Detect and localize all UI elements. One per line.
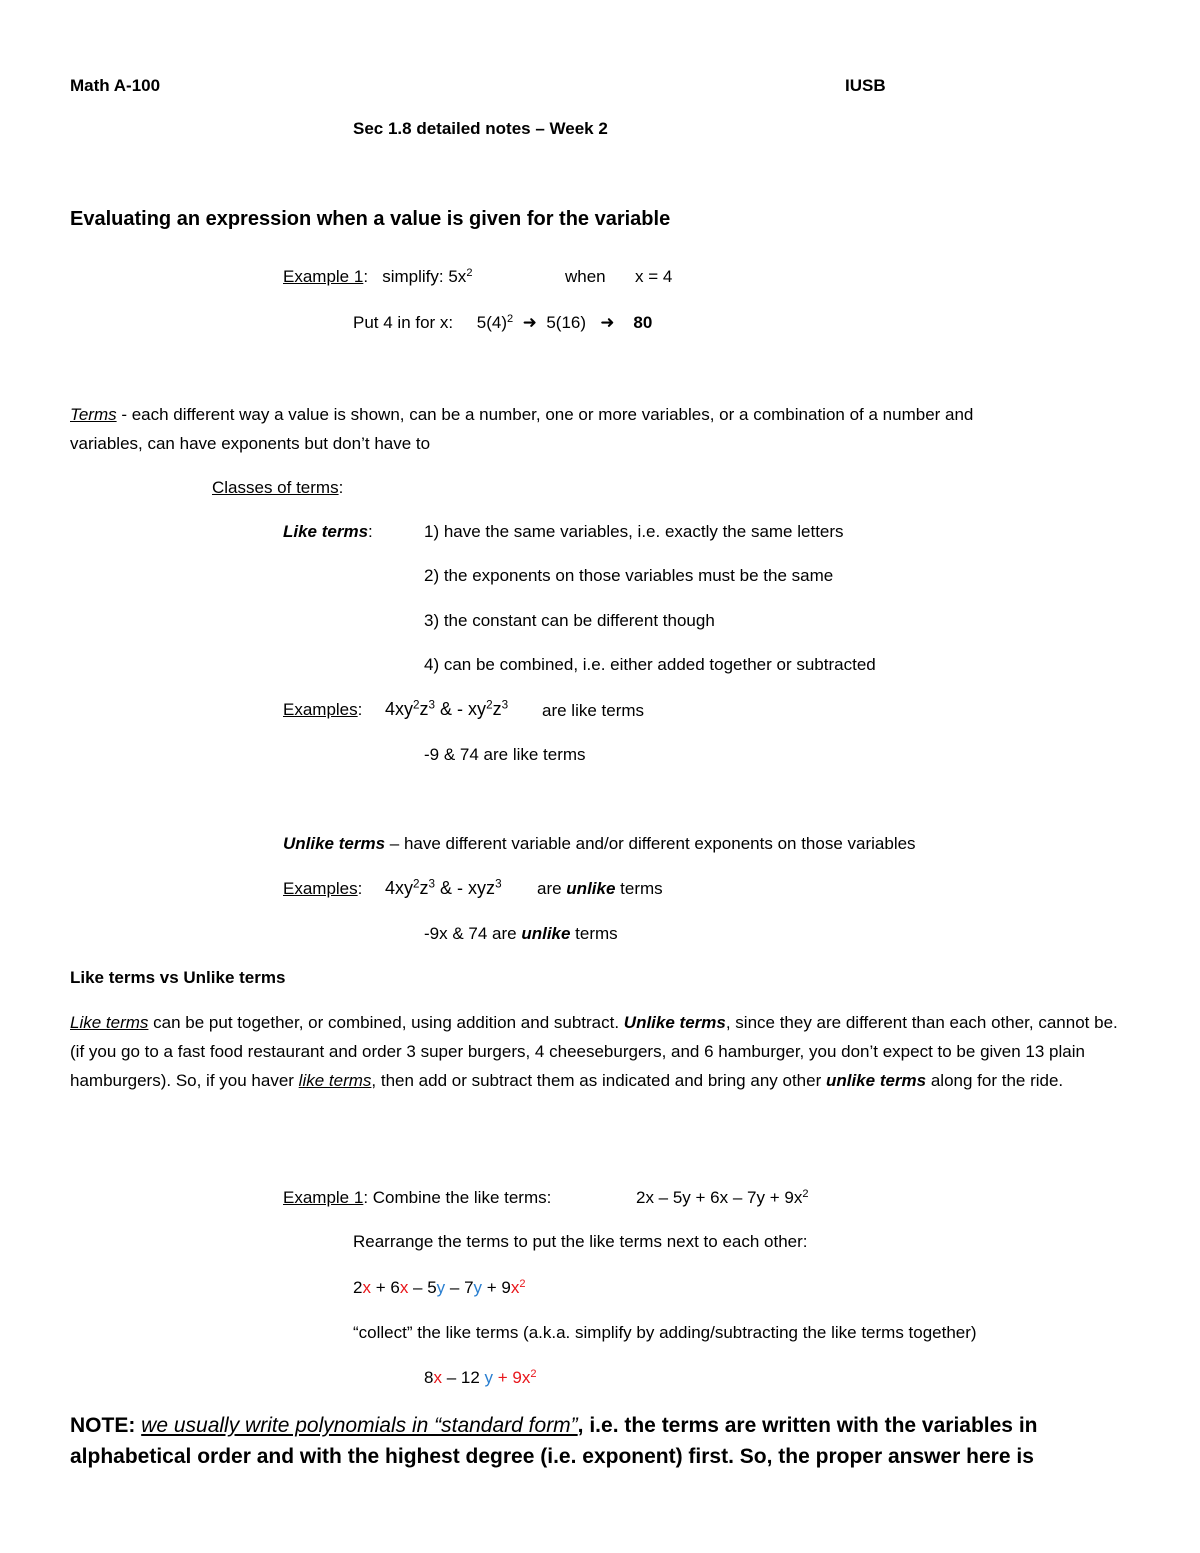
combine-expression: $2x - 5y + 6x - 7y + 9x^2$ bbox=[636, 1187, 809, 1207]
unlike-example-1: $4xy^2z^3$ & - xyz$^3$ bbox=[385, 877, 502, 898]
put-in-line: Put 4 in for x: $5(4)^2$ ➜ 5(16) ➜ 80 bbox=[353, 312, 653, 332]
like-rule: 2) the exponents on those variables must be the same bbox=[424, 566, 834, 585]
note-paragraph: NOTE: we usually write polynomials in “standard form”, i.e. the terms are written with the variables in alphabetical order and with the highest degree (i.e. exponent) first. So, the proper answer here is bbox=[70, 1414, 1038, 1468]
unlike-examples-label: Examples: bbox=[283, 879, 363, 898]
classes-of-terms: Classes of terms: bbox=[212, 478, 344, 497]
like-examples-label: Examples: bbox=[283, 700, 363, 719]
like-example-2: -9 & 74 are like terms bbox=[424, 745, 586, 764]
step-1: 5(4) bbox=[476, 313, 508, 332]
terms-word: Terms bbox=[70, 405, 117, 424]
condition-text: x = 4 bbox=[635, 267, 673, 286]
result-value: 80 bbox=[633, 313, 653, 332]
like-rule: 1) have the same variables, i.e. exactly the same letters bbox=[424, 522, 844, 541]
arrow-right-icon: ➜ bbox=[522, 313, 537, 332]
like-rule: 3) the constant can be different though bbox=[424, 611, 715, 630]
arrow-right-icon: ➜ bbox=[600, 313, 615, 332]
combine-example-line: Example 1: Combine the like terms: bbox=[283, 1188, 552, 1207]
example-label: Example 1 bbox=[283, 267, 364, 286]
example-1-line: Example 1: simplify: $5x^2$ bbox=[283, 266, 473, 286]
school-name: IUSB bbox=[845, 76, 886, 95]
rearranged-expression: $2x + 6x - 5y - 7y + 9x^2$ bbox=[353, 1277, 526, 1297]
unlike-terms-line: Unlike terms – have different variable and/or different exponents on those variables bbox=[283, 834, 916, 853]
page-subtitle: Sec 1.8 detailed notes – Week 2 bbox=[353, 119, 608, 138]
simplify-text: simplify: 5x bbox=[382, 267, 467, 286]
are-like-text: are like terms bbox=[542, 701, 645, 720]
simplified-expression: 8x – 12 $y + 9x^2$ bbox=[424, 1367, 537, 1387]
collect-text: “collect” the like terms (a.k.a. simplify by adding/subtracting the like terms together) bbox=[353, 1323, 977, 1342]
when-text: when bbox=[565, 267, 606, 286]
step-2: 5(16) bbox=[546, 313, 587, 332]
course-title: Math A-100 bbox=[70, 76, 161, 95]
like-terms-label: Like terms: bbox=[283, 522, 373, 541]
like-example-1: $4xy^2z^3$ & - $xy^2z^3$ bbox=[385, 698, 509, 719]
rearrange-text: Rearrange the terms to put the like terms next to each other: bbox=[353, 1232, 808, 1251]
like-vs-unlike-heading: Like terms vs Unlike terms bbox=[70, 968, 286, 987]
unlike-example-2: -9x & 74 are unlike terms bbox=[424, 924, 618, 943]
are-unlike-text: are unlike terms bbox=[537, 879, 663, 898]
like-vs-unlike-paragraph: Like terms can be put together, or combined, using addition and subtract. Unlike terms, since they are different than each other, cannot be. (if you go to a fast food restaurant and order 3 super burgers, 4 cheeseburgers, and 6 hamburger, you don’t expect to be given 13 plain hamburgers). So, if you haver like terms, then add or subtract them as indicated and bring any other unlike terms along for the ride. bbox=[70, 1013, 1118, 1090]
like-rule: 4) can be combined, i.e. either added together or subtracted bbox=[424, 655, 876, 674]
section-heading-evaluating: Evaluating an expression when a value is given for the variable bbox=[70, 208, 671, 230]
terms-definition: Terms - each different way a value is shown, can be a number, one or more variables, or a combination of a number and variables, can have exponents but don’t have to bbox=[70, 405, 974, 453]
